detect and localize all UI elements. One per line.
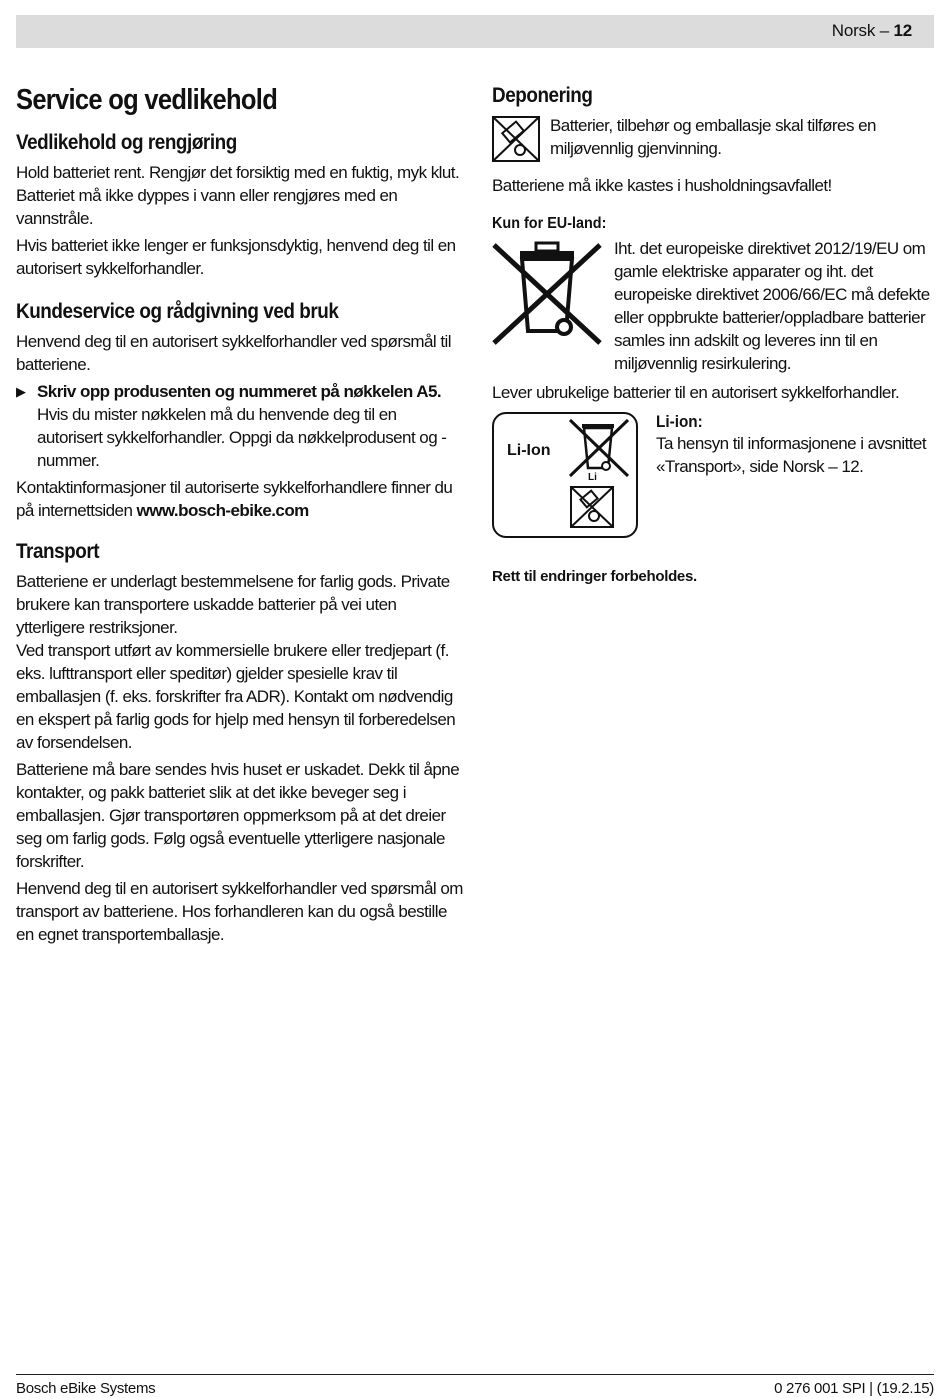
paragraph: Iht. det europeiske direktivet 2012/19/EU om gamle elektriske apparater og iht. det europeiske direktivet 2006/66/EC må defekte eller oppbrukte batterier/oppladbare batterier samles inn adskilt og leveres inn til en miljøvennlig resirkulering. (614, 239, 930, 373)
bullet-text: Hvis du mister nøkkelen må du henvende deg til en autorisert sykkelforhandler. Oppgi da nøkkelprodusent og -nummer. (37, 405, 447, 470)
li-small-label: Li (588, 472, 597, 483)
paragraph: Hold batteriet rent. Rengjør det forsiktig med en fuktig, myk klut. Batteriet må ikke dyppes i vann eller rengjøres med en vannstråle. (16, 163, 460, 228)
section-heading-customer-service: Kundeservice og rådgivning ved bruk (16, 300, 339, 323)
paragraph: Batteriene må ikke kastes i husholdningsavfallet! (492, 176, 832, 195)
recycle-packaging-icon (492, 116, 540, 162)
paragraph: Ved transport utført av kommersielle brukere eller tredjepart (f. eks. lufttransport eller speditør) gjelder spesielle krav til emballasjen (f. eks. forskrifter fra ADR). Kontakt om nødvendig en ekspert på farlig gods for hjelp med hensyn til forberedelsen av forsendelsen. (16, 641, 456, 752)
section-heading-transport: Transport (16, 540, 100, 563)
section-heading-maintenance: Vedlikehold og rengjøring (16, 131, 237, 154)
paragraph: Henvend deg til en autorisert sykkelforhandler ved spørsmål om transport av batteriene. Hos forhandleren kan du også bestille en egnet transportemballasje. (16, 879, 463, 944)
li-ion-heading: Li-ion: (656, 412, 703, 431)
li-ion-bin-icon (566, 418, 630, 478)
footer-company: Bosch eBike Systems (16, 1380, 156, 1397)
paragraph: Ta hensyn til informasjonene i avsnittet «Transport», side Norsk – 12. (656, 434, 926, 476)
paragraph: Lever ubrukelige batterier til en autorisert sykkelforhandler. (492, 383, 900, 402)
eu-row (492, 237, 937, 379)
paragraph: Batteriene er underlagt bestemmelsene for farlig gods. Private brukere kan transportere uskadde batterier på vei uten ytterligere restriksjoner. (16, 572, 450, 637)
paragraph: Batteriene må bare sendes hvis huset er uskadet. Dekk til åpne kontakter, og pakk batteriet slik at det ikke beveger seg i emballasjen. Gjør transportøren oppmerksom på at det dreier seg om farlig gods. Følg også eventuelle ytterligere nasjonale forskrifter. (16, 760, 460, 871)
li-ion-symbol-box (492, 412, 638, 538)
instruction-bullet (16, 380, 466, 472)
crossed-bin-icon (492, 239, 604, 349)
section-heading-disposal: Deponering (492, 84, 593, 107)
bullet-bold-text: Skriv opp produsenten og nummeret på nøkkelen A5. (37, 382, 442, 401)
rights-note: Rett til endringer forbeholdes. (492, 568, 697, 585)
page-title: Service og vedlikehold (16, 84, 278, 116)
right-column (492, 80, 937, 585)
li-ion-label: Li-Ion (507, 442, 551, 459)
paragraph: Kontaktinformasjoner til autoriserte sykkelforhandlere finner du på internettsiden www.bosch-ebike.com (16, 478, 453, 520)
paragraph: Batterier, tilbehør og emballasje skal tilføres en miljøvennlig gjenvinning. (550, 116, 876, 158)
website-link[interactable]: www.bosch-ebike.com (136, 501, 309, 520)
left-column (16, 80, 466, 950)
paragraph: Henvend deg til en autorisert sykkelforhandler ved spørsmål til batteriene. (16, 332, 451, 374)
page-header (16, 15, 934, 48)
li-ion-row (492, 412, 937, 538)
triangle-bullet-icon: ▶ (16, 384, 26, 399)
li-ion-recycle-icon (570, 486, 614, 528)
paragraph: Hvis batteriet ikke lenger er funksjonsdyktig, henvend deg til en autorisert sykkelforhandler. (16, 236, 456, 278)
page-number: 12 (893, 21, 912, 40)
header-page-label: Norsk – 12 (831, 21, 912, 40)
recycling-row (492, 114, 937, 164)
eu-heading: Kun for EU-land: (492, 215, 607, 232)
page-footer (16, 1374, 934, 1397)
footer-doc-number: 0 276 001 SPI | (19.2.15) (774, 1380, 934, 1397)
